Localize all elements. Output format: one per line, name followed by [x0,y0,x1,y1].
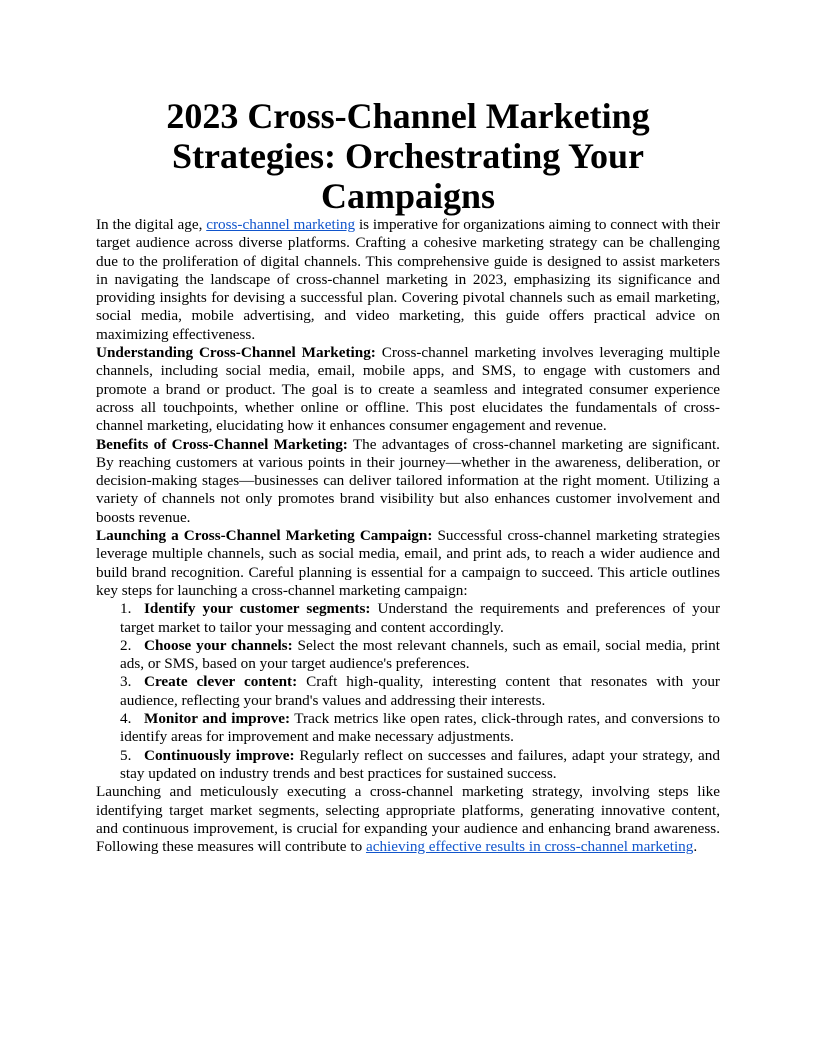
list-number: 3. [120,673,132,691]
intro-paragraph [96,216,720,344]
step-text: Understand the requirements and preferences of your target market to tailor your messaging and content accordingly. [120,600,720,636]
section-heading: Benefits of Cross-Channel Marketing: [96,435,348,453]
effective-results-link[interactable]: achieving effective results in cross-channel marketing [365,838,694,856]
step-heading: Monitor and improve: [144,710,291,728]
conclusion-paragraph [96,783,720,856]
page-title: 2023 Cross-Channel Marketing Strategies: Orchestrating Your Campaigns [166,96,650,216]
section-benefits [96,436,720,527]
list-number: 5. [120,746,132,764]
section-text: Successful cross-channel marketing strategies leverage multiple channels, such as social media, email, and print ads, to reach a wider audience and build brand recognition. Careful planning is essential for a campaign to succeed. This article outlines key steps for launching a cross-channel marketing campaign: [96,527,720,599]
list-item [96,600,720,637]
list-number: 1. [120,600,132,618]
step-heading: Choose your channels: [144,636,293,654]
step-heading: Create clever content: [144,673,298,691]
step-text: Regularly reflect on successes and failures, adapt your strategy, and stay updated on industry trends and best practices for sustained success. [120,746,720,782]
list-item [96,747,720,784]
list-item [96,710,720,747]
document-page [96,96,720,856]
step-heading: Identify your customer segments: [144,600,371,618]
section-heading: Launching a Cross-Channel Marketing Campaign: [96,527,433,545]
section-text: The advantages of cross-channel marketing are significant. By reaching customers at various points in their journey—whether in the awareness, deliberation, or decision-making stages—businesses can deliver tailored information at the right moment. Utilizing a variety of channels not only promotes brand visibility but also enhances customer involvement and boosts revenue. [96,435,720,526]
section-understanding [96,344,720,435]
step-text: Select the most relevant channels, such as email, social media, print ads, or SMS, based on your target audience's preferences. [120,636,720,673]
list-item [96,637,720,674]
steps-list [96,600,720,783]
intro-text-start: In the digital age, [96,216,207,233]
intro-text-end: is imperative for organizations aiming to connect with their target audience across diverse platforms. Crafting a cohesive marketing strategy can be challenging due to the proliferation of digital channels. This comprehensive guide is designed to assist marketers in navigating the landscape of cross-channel marketing in 2023, emphasizing its significance and providing insights for devising a successful plan. Covering pivotal channels such as email marketing, social media, mobile advertising, and video marketing, this guide offers practical advice on maximizing effectiveness. [96,216,720,343]
step-text: Track metrics like open rates, click-through rates, and conversions to identify areas for improvement and make necessary adjustments. [120,710,720,746]
conclusion-text-start: Launching and meticulously executing a cross-channel marketing strategy, involving steps like identifying target market segments, selecting appropriate platforms, generating innovative content, and continuous improvement, is crucial for expanding your audience and enhancing brand awareness. Following these measures will contribute to [96,783,720,856]
cross-channel-marketing-link[interactable]: cross-channel marketing [206,216,356,233]
list-number: 2. [120,636,132,654]
section-heading: Understanding Cross-Channel Marketing: [96,344,376,362]
step-heading: Continuously improve: [144,746,295,764]
section-launching [96,527,720,600]
step-text: Craft high-quality, interesting content that resonates with your audience, reflecting your brand's values and addressing their interests. [120,673,720,709]
conclusion-text-end: . [693,838,698,856]
list-number: 4. [120,710,132,728]
section-text: Cross-channel marketing involves leveraging multiple channels, including social media, email, mobile apps, and SMS, to engage with customers and promote a brand or product. The goal is to create a seamless and integrated consumer experience across all touchpoints, whether online or offline. This post elucidates the fundamentals of cross-channel marketing, elucidating how it enhances consumer engagement and revenue. [96,344,720,435]
list-item [96,673,720,710]
